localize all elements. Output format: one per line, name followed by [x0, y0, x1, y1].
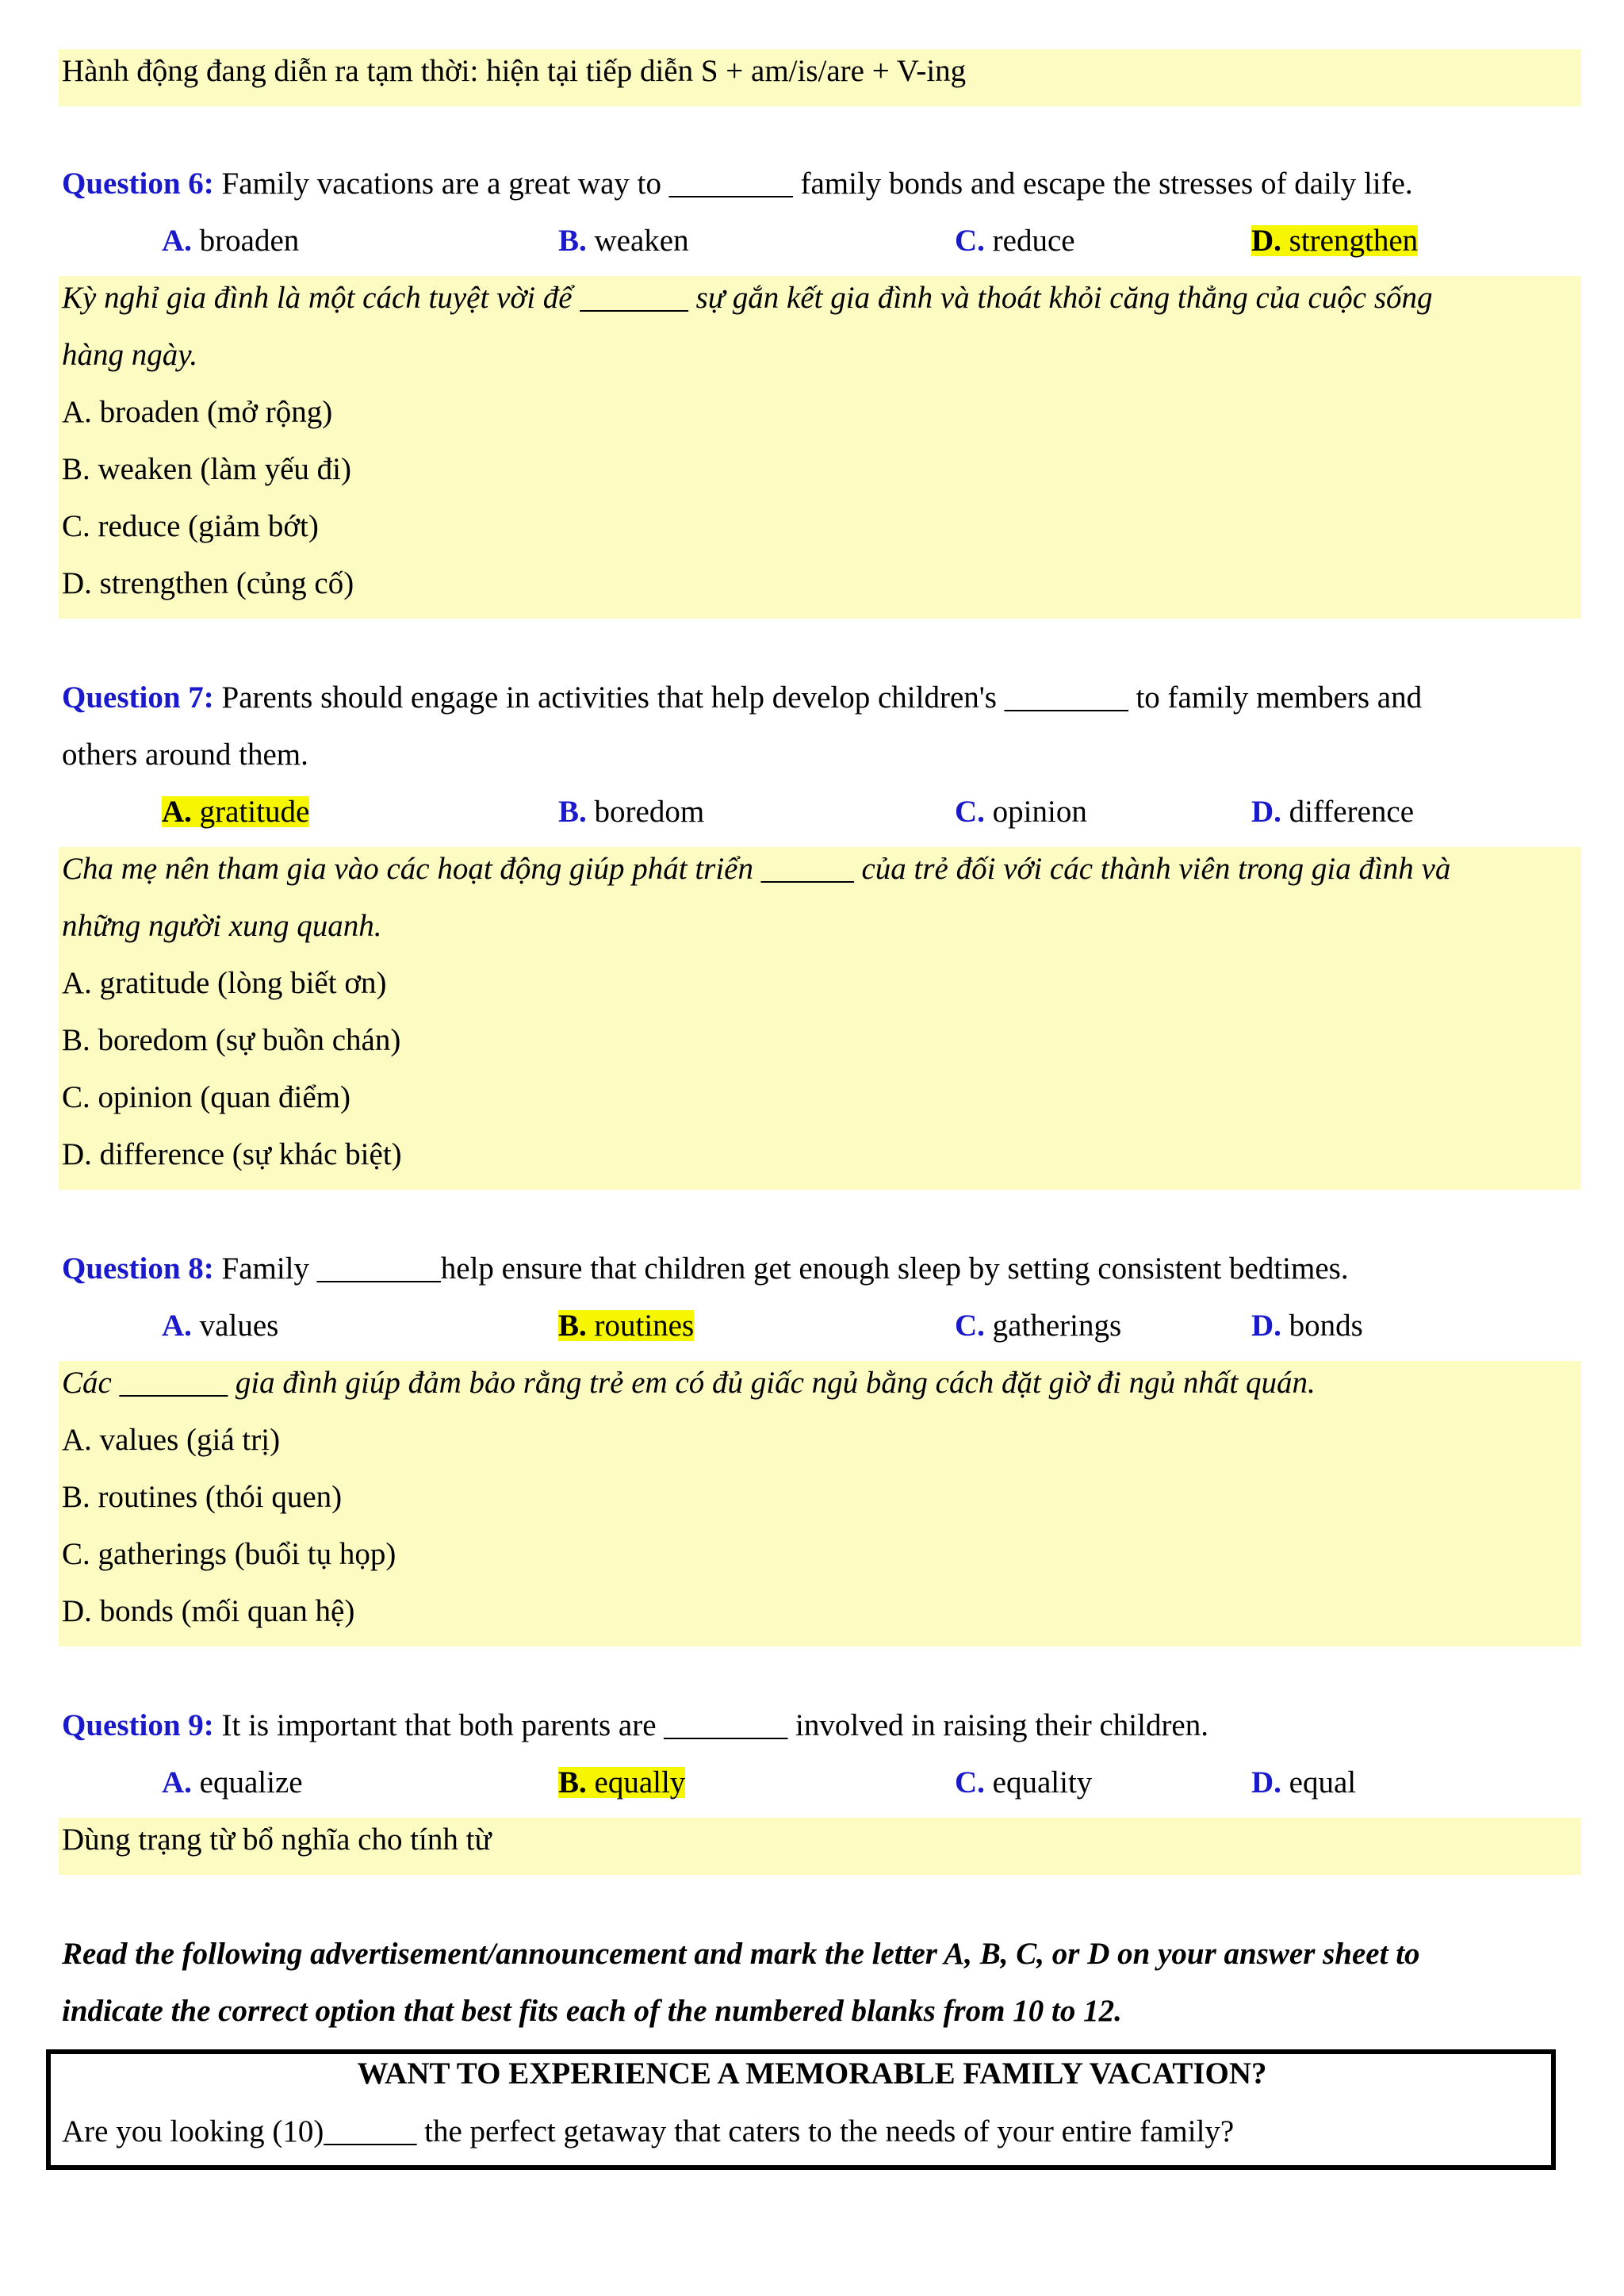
explanation-item: B. routines (thói quen) — [62, 1480, 343, 1514]
question-label: Question 6: — [62, 167, 214, 201]
option-a-correct[interactable]: A. gratitude — [162, 795, 310, 829]
explanation-item: A. broaden (mở rộng) — [62, 395, 333, 429]
option-b[interactable]: B. weaken — [558, 224, 689, 258]
option-d[interactable]: D. difference — [1251, 795, 1415, 829]
option-d[interactable]: D. bonds — [1251, 1309, 1363, 1343]
option-c[interactable]: C. gatherings — [955, 1309, 1122, 1343]
option-b[interactable]: B. boredom — [558, 795, 705, 829]
question-6 — [62, 168, 1413, 199]
translation-line: Các _______ gia đình giúp đảm bảo rằng trẻ em có đủ giấc ngủ bằng cách đặt giờ đi ngủ nhất quán. — [62, 1366, 1316, 1400]
option-a[interactable]: A. broaden — [162, 224, 300, 258]
option-b-correct[interactable]: B. routines — [558, 1309, 695, 1343]
instruction-text: indicate the correct option that best fits each of the numbered blanks from 10 to 12. — [62, 1994, 1122, 2028]
question-label: Question 7: — [62, 680, 214, 715]
explanation-item: D. difference (sự khác biệt) — [62, 1137, 402, 1171]
explanation-item: D. bonds (mối quan hệ) — [62, 1594, 355, 1628]
question-text: Parents should engage in activities that help develop children's ________ to family members and — [221, 680, 1423, 715]
option-c[interactable]: C. equality — [955, 1765, 1093, 1800]
question-9 — [62, 1710, 1208, 1741]
question-label: Question 8: — [62, 1251, 214, 1286]
option-b-correct[interactable]: B. equally — [558, 1765, 686, 1800]
option-a[interactable]: A. equalize — [162, 1765, 303, 1800]
explanation-item: C. opinion (quan điểm) — [62, 1080, 350, 1114]
instruction-text: Read the following advertisement/announcement and mark the letter A, B, C, or D on your answer sheet to — [62, 1937, 1420, 1971]
translation-line: những người xung quanh. — [62, 909, 382, 943]
option-d-correct[interactable]: D. strengthen — [1251, 224, 1419, 258]
explanation-item: A. gratitude (lòng biết ơn) — [62, 966, 387, 1000]
option-d[interactable]: D. equal — [1251, 1765, 1357, 1800]
advertisement-title: WANT TO EXPERIENCE A MEMORABLE FAMILY VACATION? — [357, 2056, 1267, 2091]
explanation-item: B. boredom (sự buồn chán) — [62, 1023, 401, 1057]
top-note: Hành động đang diễn ra tạm thời: hiện tại tiếp diễn S + am/is/are + V-ing — [62, 54, 967, 88]
explanation-item: C. gatherings (buổi tụ họp) — [62, 1537, 396, 1571]
question-text: Family ________help ensure that children get enough sleep by setting consistent bedtimes. — [221, 1251, 1349, 1286]
translation-line: Cha mẹ nên tham gia vào các hoạt động giúp phát triển ______ của trẻ đối với các thành viên trong gia đình và — [62, 852, 1451, 886]
explanation-item: D. strengthen (củng cố) — [62, 566, 354, 600]
question-8 — [62, 1253, 1349, 1284]
option-a[interactable]: A. values — [162, 1309, 279, 1343]
translation-line: hàng ngày. — [62, 338, 198, 372]
explanation-item: B. weaken (làm yếu đi) — [62, 452, 351, 486]
option-c[interactable]: C. opinion — [955, 795, 1087, 829]
explanation-item: C. reduce (giảm bớt) — [62, 509, 319, 543]
question-text: Family vacations are a great way to ________ family bonds and escape the stresses of daily life. — [221, 167, 1413, 201]
explanation-note: Dùng trạng từ bổ nghĩa cho tính từ — [62, 1823, 492, 1857]
option-c[interactable]: C. reduce — [955, 224, 1075, 258]
explanation-item: A. values (giá trị) — [62, 1423, 281, 1457]
advertisement-line: Are you looking (10)______ the perfect getaway that caters to the needs of your entire family? — [62, 2114, 1235, 2148]
question-label: Question 9: — [62, 1708, 214, 1742]
question-text-cont: others around them. — [62, 738, 308, 772]
translation-line: Kỳ nghỉ gia đình là một cách tuyệt vời để _______ sự gắn kết gia đình và thoát khỏi căng thẳng của cuộc sống — [62, 281, 1433, 315]
question-7 — [62, 682, 1422, 713]
question-text: It is important that both parents are ________ involved in raising their children. — [221, 1708, 1208, 1742]
